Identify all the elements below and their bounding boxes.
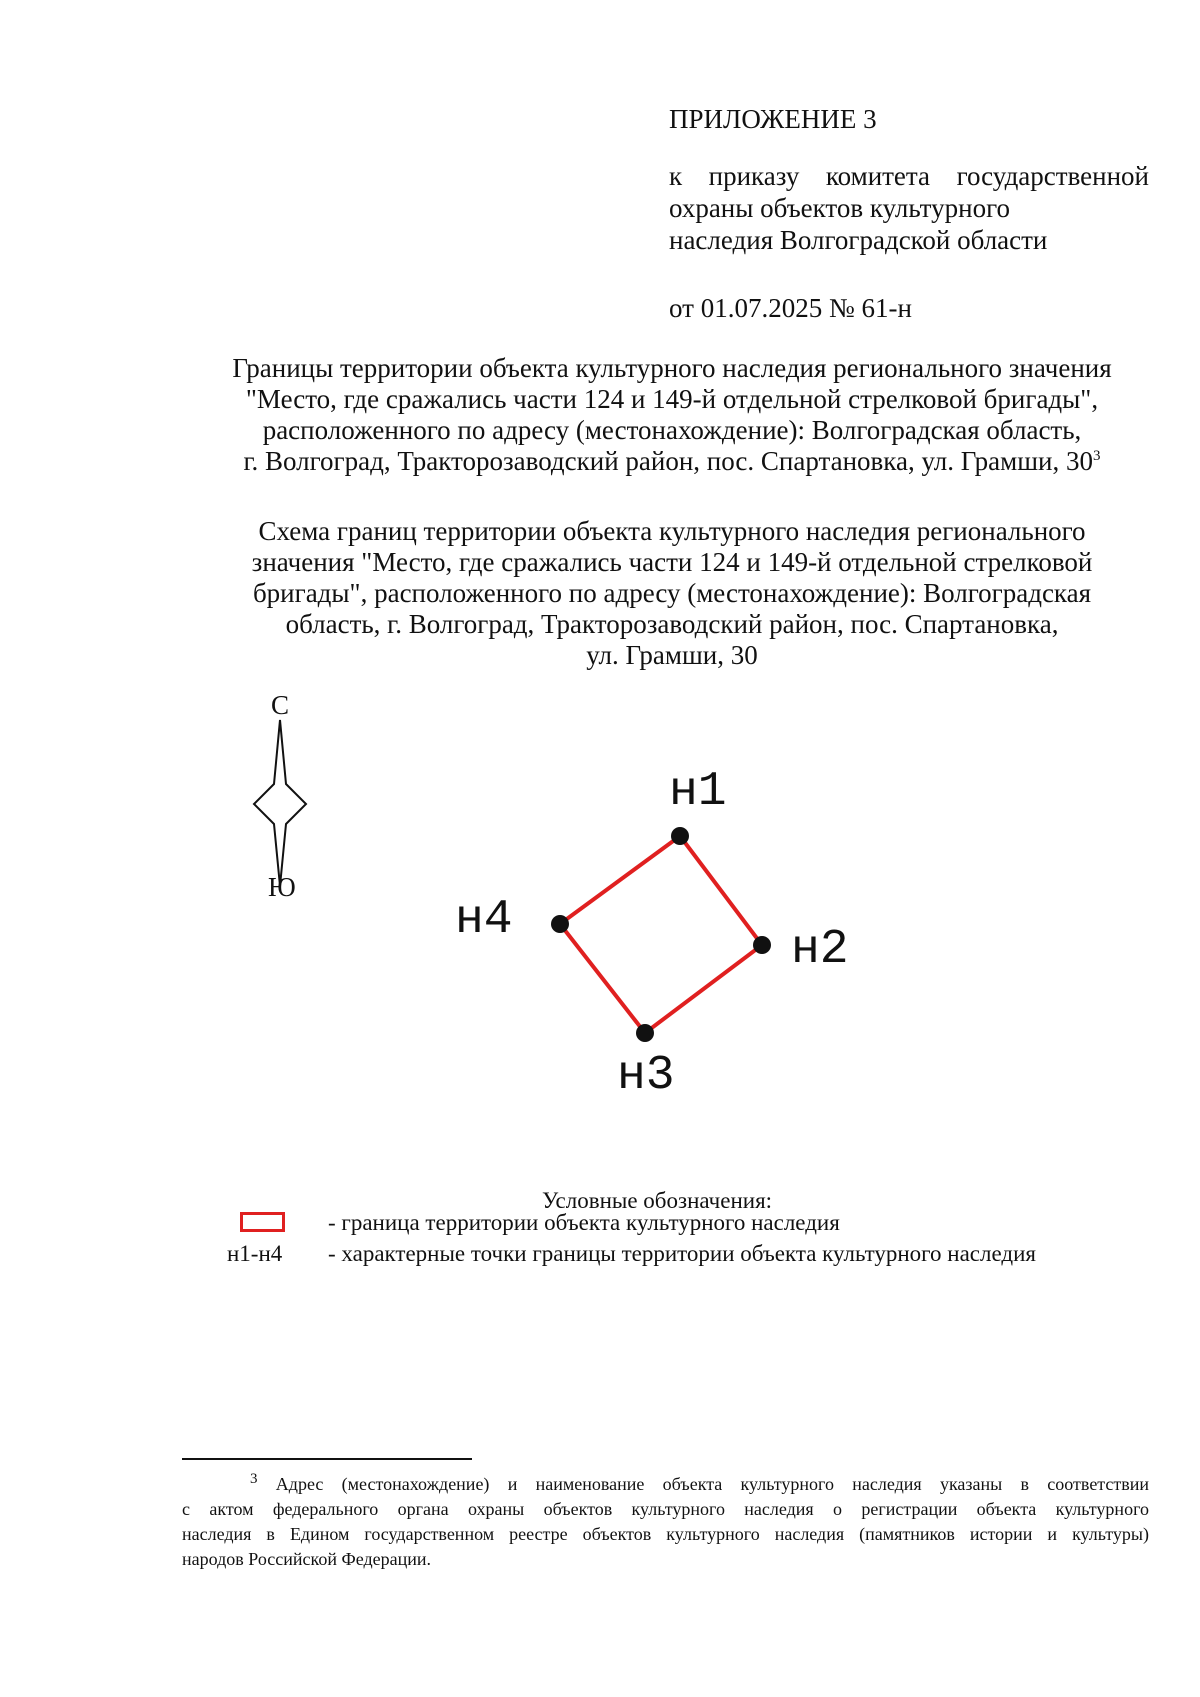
footnote-line-1 bbox=[182, 1472, 1149, 1497]
compass-south-label: Ю bbox=[268, 872, 296, 902]
appendix-number: ПРИЛОЖЕНИЕ 3 bbox=[669, 104, 877, 134]
territory-boundary bbox=[560, 836, 762, 1033]
boundary-point-n1 bbox=[671, 827, 689, 845]
footnote-line: с актом федерального органа охраны объектов культурного наследия о регистрации объекта культурного bbox=[182, 1499, 1149, 1519]
order-ref-line-1: к приказу комитета государственной bbox=[669, 161, 1149, 191]
title-line: расположенного по адресу (местонахождение): Волгоградская область, bbox=[262, 415, 1082, 445]
footnote-line: народов Российской Федерации. bbox=[182, 1549, 431, 1569]
boundary-point-n3 bbox=[636, 1024, 654, 1042]
point-label-n4: н4 bbox=[455, 893, 513, 947]
scheme-title-line: бригады", расположенного по адресу (местонахождение): Волгоградская bbox=[252, 578, 1092, 608]
point-label-n2: н2 bbox=[791, 923, 849, 977]
legend-points-symbol: н1-н4 bbox=[227, 1241, 283, 1266]
point-label-n1: н1 bbox=[669, 765, 727, 819]
point-label-n3: н3 bbox=[617, 1049, 675, 1103]
order-ref-line-3: наследия Волгоградской области bbox=[669, 225, 1048, 255]
footnote-line: наследия в Едином государственном реестре объектов культурного наследия (памятников истории и культуры) bbox=[182, 1524, 1149, 1544]
boundary-point-n4 bbox=[551, 915, 569, 933]
legend-item-points: - характерные точки границы территории объекта культурного наследия bbox=[328, 1241, 1036, 1266]
scheme-title-line: область, г. Волгоград, Тракторозаводский район, пос. Спартановка, bbox=[285, 609, 1059, 639]
title-line: "Место, где сражались части 124 и 149-й отдельной стрелковой бригады", bbox=[245, 384, 1099, 414]
scheme-title-line: значения "Место, где сражались части 124 и 149-й отдельной стрелковой bbox=[251, 547, 1093, 577]
scheme-title-line: ул. Грамши, 30 bbox=[586, 640, 758, 670]
legend-item-boundary: - граница территории объекта культурного наследия bbox=[328, 1210, 840, 1235]
footnote-reference: 3 bbox=[1093, 448, 1101, 464]
compass-north-label: С bbox=[271, 690, 290, 720]
legend-heading: Условные обозначения: bbox=[542, 1188, 773, 1213]
title-line: Границы территории объекта культурного наследия регионального значения bbox=[232, 353, 1112, 383]
legend-boundary-swatch bbox=[240, 1212, 285, 1232]
footnote-mark: 3 bbox=[250, 1471, 258, 1487]
boundary-point-n2 bbox=[753, 936, 771, 954]
scheme-title-line: Схема границ территории объекта культурного наследия регионального bbox=[258, 516, 1086, 546]
footnote-text: Адрес (местонахождение) и наименование объекта культурного наследия указаны в соответствии bbox=[275, 1474, 1150, 1494]
title-line-text: г. Волгоград, Тракторозаводский район, пос. Спартановка, ул. Грамши, 30 bbox=[243, 446, 1093, 476]
order-ref-line-2: охраны объектов культурного bbox=[669, 193, 1010, 223]
order-date-number: от 01.07.2025 № 61-н bbox=[669, 293, 912, 323]
footnote-separator bbox=[182, 1458, 472, 1460]
footnote bbox=[182, 1472, 1149, 1572]
